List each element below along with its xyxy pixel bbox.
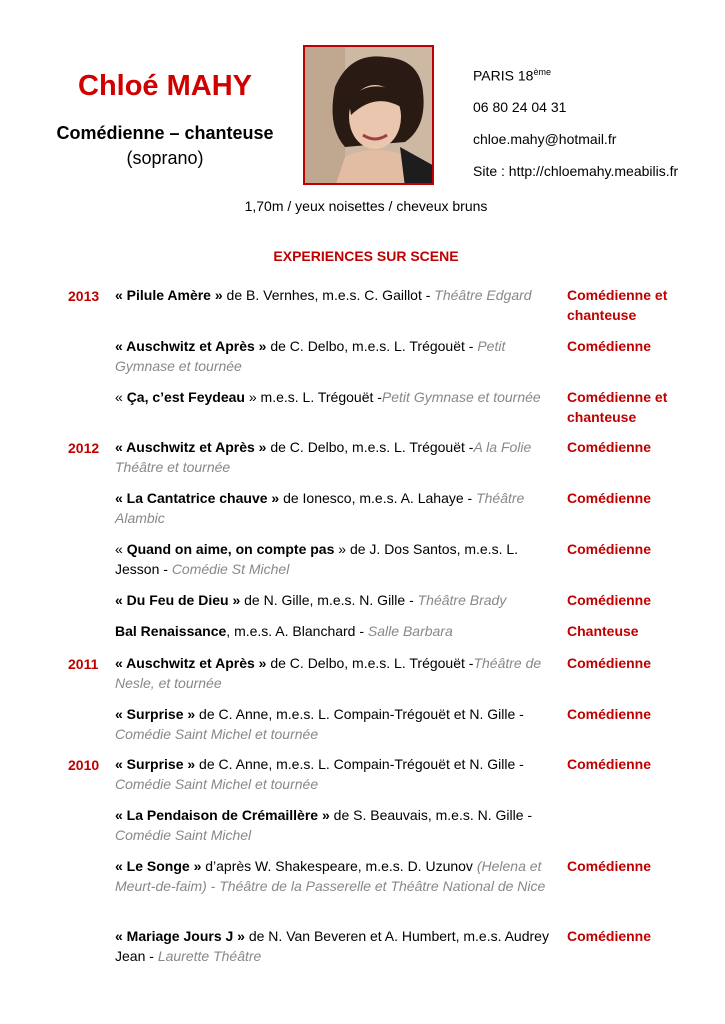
show-title: « La Pendaison de Crémaillère » [115, 807, 330, 823]
contact-email[interactable]: chloe.mahy@hotmail.fr [473, 131, 617, 147]
show-title: « Auschwitz et Après » [115, 338, 267, 354]
venue-name: Théâtre Alambic [115, 490, 525, 526]
credits-text: de Ionesco, m.e.s. A. Lahaye - [279, 490, 477, 506]
show-title: « Pilule Amère » [115, 287, 223, 303]
description-prefix: « [115, 389, 127, 405]
contact-phone: 06 80 24 04 31 [473, 99, 567, 115]
venue-name: Salle Barbara [367, 623, 453, 639]
experience-role: Comédienne [567, 338, 652, 354]
experience-role: Comédienne et chanteuse [567, 389, 668, 425]
experience-description [115, 622, 555, 642]
year-label: 2010 [68, 757, 100, 773]
credits-text: de C. Anne, m.e.s. L. Compain-Trégouët et N. Gille - [195, 706, 524, 722]
contact-city: PARIS 18ème [473, 67, 551, 84]
venue-name: Petit Gymnase et tournée [115, 338, 506, 374]
experience-role: Comédienne [567, 756, 652, 772]
year-label: 2012 [68, 440, 100, 456]
experience-description [115, 540, 555, 579]
show-title: Ça, c’est Feydeau [126, 389, 245, 405]
show-title: « Surprise » [115, 756, 196, 772]
experience-role: Comédienne [567, 439, 652, 455]
experience-description [115, 806, 555, 845]
show-title: « La Cantatrice chauve » [115, 490, 280, 506]
experience-description [115, 388, 555, 408]
venue-name: (Helena et Meurt-de-faim) - Théâtre de la Passerelle et Théâtre National de Nice [115, 858, 546, 894]
credits-text: de C. Delbo, m.e.s. L. Trégouët - [266, 439, 474, 455]
experience-role: Comédienne [567, 490, 652, 506]
show-title: « Auschwitz et Après » [115, 655, 267, 671]
experience-role: Comédienne [567, 858, 652, 874]
credits-text: » m.e.s. L. Trégouët - [244, 389, 382, 405]
venue-name: Comédie St Michel [171, 560, 290, 577]
description-prefix: « [115, 541, 127, 557]
credits-text: de S. Beauvais, m.e.s. N. Gille - [329, 807, 533, 823]
experience-role: Comédienne [567, 541, 652, 557]
show-title: Bal Renaissance [115, 623, 227, 639]
experience-role: Comédienne et chanteuse [567, 287, 668, 323]
experience-description [115, 755, 555, 794]
experience-role: Comédienne [567, 592, 652, 608]
experience-description [115, 286, 555, 306]
credits-text: de C. Delbo, m.e.s. L. Trégouët - [266, 655, 474, 671]
venue-name: Comédie Saint Michel [115, 826, 252, 843]
venue-name: Théâtre Edgard [434, 287, 532, 303]
experience-description [115, 927, 555, 966]
experience-description [115, 705, 555, 744]
credits-text: de C. Delbo, m.e.s. L. Trégouët - [266, 338, 478, 354]
experience-description [115, 438, 555, 477]
experience-role: Comédienne [567, 655, 652, 671]
show-title: « Surprise » [115, 706, 196, 722]
show-title: « Le Songe » [115, 858, 202, 874]
venue-name: Laurette Théâtre [157, 947, 262, 964]
experience-role: Chanteuse [567, 623, 639, 639]
profession-subtitle: Comédienne – chanteuse [56, 123, 274, 143]
venue-name: Petit Gymnase et tournée [381, 389, 541, 405]
experience-description [115, 337, 555, 376]
experience-role: Comédienne [567, 928, 652, 944]
experience-role: Comédienne [567, 706, 652, 722]
year-label: 2011 [68, 656, 99, 672]
voice-type: (soprano) [126, 148, 204, 168]
venue-name: Comédie Saint Michel et tournée [115, 725, 319, 742]
venue-name: Théâtre de Nesle, et tournée [115, 655, 542, 691]
name-heading: Chloé MAHY [78, 70, 252, 102]
experience-description [115, 857, 555, 896]
portrait-photo [303, 45, 434, 185]
credits-text: , m.e.s. A. Blanchard - [226, 623, 368, 639]
contact-website[interactable]: Site : http://chloemahy.meabilis.fr [473, 163, 679, 179]
credits-text: de N. Van Beveren et A. Humbert, m.e.s. Audrey Jean - [115, 928, 549, 964]
year-label: 2013 [68, 288, 100, 304]
experience-description [115, 591, 555, 611]
physical-description: 1,70m / yeux noisettes / cheveux bruns [244, 198, 488, 214]
show-title: Quand on aime, on compte pas [126, 541, 335, 557]
credits-text: » de J. Dos Santos, m.e.s. L. Jesson - [115, 541, 519, 577]
credits-text: de N. Gille, m.e.s. N. Gille - [240, 592, 418, 608]
credits-text: d’après W. Shakespeare, m.e.s. D. Uzunov [201, 858, 477, 874]
show-title: « Auschwitz et Après » [115, 439, 267, 455]
credits-text: de C. Anne, m.e.s. L. Compain-Trégouët et N. Gille - [195, 756, 524, 772]
show-title: « Mariage Jours J » [115, 928, 245, 944]
venue-name: Comédie Saint Michel et tournée [115, 775, 319, 792]
venue-name: A la Folie Théâtre et tournée [115, 439, 532, 475]
credits-text: de B. Vernhes, m.e.s. C. Gaillot - [222, 287, 435, 303]
section-heading: EXPERIENCES SUR SCENE [273, 248, 459, 264]
experience-description [115, 654, 555, 693]
venue-name: Théâtre Brady [417, 592, 507, 608]
show-title: « Du Feu de Dieu » [115, 592, 241, 608]
experience-description [115, 489, 555, 528]
